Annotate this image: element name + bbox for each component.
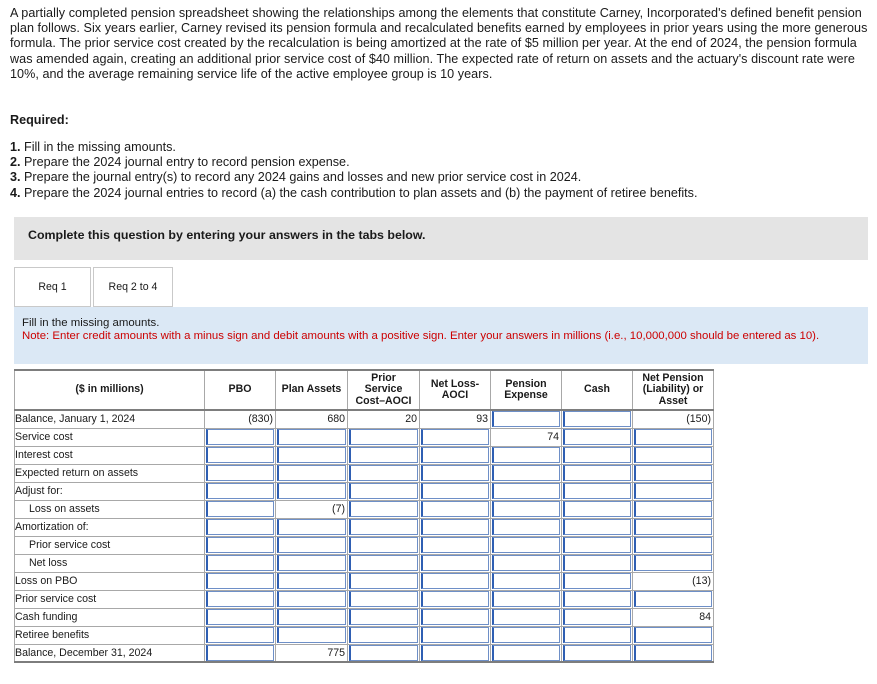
pbo-cell [205,464,276,482]
cash-cell [562,626,633,644]
requirement-number: 4. [10,185,21,200]
plan-assets-cell [276,554,348,572]
row-label: Retiree benefits [15,626,205,644]
prior-service-cost-cell [348,428,420,446]
amount-input[interactable] [421,537,489,553]
amount-input[interactable] [634,627,712,643]
net-pension-cell: (150) [633,410,714,428]
pension-expense-cell [491,590,562,608]
amount-input[interactable] [634,537,712,553]
amount-input[interactable] [206,609,274,625]
row-label: Balance, December 31, 2024 [15,644,205,662]
net-loss-cell [420,428,491,446]
cash-cell [562,644,633,662]
requirement-number: 2. [10,155,21,170]
cash-cell [562,590,633,608]
amount-input[interactable] [421,429,489,445]
amount-input[interactable] [563,483,631,499]
prior-service-cost-cell [348,446,420,464]
table-row [15,554,714,572]
amount-input[interactable] [206,591,274,607]
pbo-cell [205,590,276,608]
amount-input[interactable] [349,555,418,571]
table-row [15,536,714,554]
plan-assets-cell: 775 [276,644,348,662]
amount-input[interactable] [563,645,631,661]
prior-service-cost-cell [348,608,420,626]
row-label: Net loss [15,554,205,572]
amount-input[interactable] [277,447,346,463]
amount-input[interactable] [421,501,489,517]
row-label: Prior service cost [15,590,205,608]
net-loss-cell [420,500,491,518]
amount-input[interactable] [206,537,274,553]
plan-assets-cell [276,608,348,626]
cash-cell [562,554,633,572]
pbo-cell [205,536,276,554]
net-loss-cell [420,554,491,572]
amount-input[interactable] [492,609,560,625]
amount-input[interactable] [563,537,631,553]
requirement-text: Prepare the 2024 journal entries to record (a) the cash contribution to plan assets and (b) the payment of retiree benefits. [24,185,698,200]
prior-service-cost-cell [348,554,420,572]
net-pension-cell [633,482,714,500]
row-label: Prior service cost [15,536,205,554]
amount-input[interactable] [277,609,346,625]
pbo-cell [205,500,276,518]
cash-cell [562,410,633,428]
cash-cell [562,518,633,536]
net-pension-cell [633,536,714,554]
net-loss-cell [420,644,491,662]
plan-assets-cell [276,446,348,464]
header-net-loss: Net Loss- AOCI [420,370,491,410]
amount-input[interactable] [421,609,489,625]
amount-input[interactable] [206,519,274,535]
requirement-item [10,140,697,155]
amount-input[interactable] [634,447,712,463]
pension-expense-cell [491,410,562,428]
amount-input[interactable] [634,483,712,499]
amount-input[interactable] [349,483,418,499]
amount-input[interactable] [277,519,346,535]
pbo-cell [205,482,276,500]
table-row [15,572,714,590]
cash-cell [562,464,633,482]
amount-input[interactable] [349,627,418,643]
pension-expense-cell [491,644,562,662]
amount-input[interactable] [277,573,346,589]
cash-cell [562,536,633,554]
row-label: Amortization of: [15,518,205,536]
pbo-cell [205,572,276,590]
net-loss-cell [420,482,491,500]
amount-input[interactable] [277,483,346,499]
pension-expense-cell [491,482,562,500]
prior-service-cost-cell [348,626,420,644]
amount-input[interactable] [421,645,489,661]
amount-input[interactable] [563,411,631,427]
amount-input[interactable] [349,609,418,625]
table-row [15,500,714,518]
instructions-heading: Fill in the missing amounts. [22,317,160,329]
amount-input[interactable] [277,627,346,643]
requirements-list [10,140,697,201]
amount-input[interactable] [492,555,560,571]
prior-service-cost-cell [348,464,420,482]
prior-service-cost-cell [348,644,420,662]
amount-input[interactable] [206,465,274,481]
table-row [15,644,714,662]
plan-assets-cell [276,518,348,536]
amount-input[interactable] [563,627,631,643]
amount-input[interactable] [492,519,560,535]
amount-input[interactable] [492,573,560,589]
pension-expense-cell [491,518,562,536]
amount-input[interactable] [421,519,489,535]
pension-expense-cell [491,626,562,644]
pbo-cell [205,626,276,644]
amount-input[interactable] [563,519,631,535]
amount-input[interactable] [421,483,489,499]
problem-statement: A partially completed pension spreadsheet showing the relationships among the elements that constitute Carney, Incorporated's defined benefit pension plan follows. Six years earlier, Carney revised its pension formula and recalculated benefits earned by employees in prior years using the more generous formula. The prior service cost created by the recalculation is being amortized at the rate of $5 million per year. At the end of 2024, the pension formula was amended again, creating an additional prior service cost of $40 million. The expected rate of return on assets and the actuary's discount rate were 10%, and the average remaining service life of the active employee group is 10 years. [10,6,868,81]
amount-input[interactable] [349,591,418,607]
amount-input[interactable] [206,555,274,571]
amount-input[interactable] [277,555,346,571]
header-pension-expense: Pension Expense [491,370,562,410]
amount-input[interactable] [634,555,712,571]
amount-input[interactable] [563,465,631,481]
amount-input[interactable] [634,429,712,445]
amount-input[interactable] [563,501,631,517]
cash-cell [562,482,633,500]
instructions-note: Note: Enter credit amounts with a minus sign and debit amounts with a positive sign. Enter your answers in millions (i.e., 10,000,000 should be entered as 10). [22,330,820,343]
requirement-number: 1. [10,140,21,154]
amount-input[interactable] [206,627,274,643]
prior-service-cost-cell: 20 [348,410,420,428]
amount-input[interactable] [492,645,560,661]
net-loss-cell [420,536,491,554]
net-loss-cell [420,518,491,536]
tab-instructions [14,307,868,364]
prior-service-cost-cell [348,572,420,590]
net-loss-cell: 93 [420,410,491,428]
pbo-cell: (830) [205,410,276,428]
header-cash: Cash [562,370,633,410]
net-pension-cell: 84 [633,608,714,626]
amount-input[interactable] [277,465,346,481]
required-heading: Required: [10,113,69,127]
requirement-item [10,186,697,201]
table-row [15,518,714,536]
plan-assets-cell [276,428,348,446]
amount-input[interactable] [349,465,418,481]
amount-input[interactable] [206,483,274,499]
net-pension-cell [633,590,714,608]
pension-expense-cell [491,554,562,572]
amount-input[interactable] [492,627,560,643]
amount-input[interactable] [349,573,418,589]
amount-input[interactable] [492,537,560,553]
cash-cell [562,572,633,590]
net-pension-cell [633,500,714,518]
net-loss-cell [420,590,491,608]
amount-input[interactable] [421,627,489,643]
table-row [15,626,714,644]
net-pension-cell [633,626,714,644]
pension-expense-cell [491,608,562,626]
table-row [15,410,714,428]
prior-service-cost-cell [348,482,420,500]
amount-input[interactable] [349,645,418,661]
table-row [15,428,714,446]
prior-service-cost-cell [348,500,420,518]
pension-expense-cell [491,446,562,464]
cash-cell [562,428,633,446]
prior-service-cost-cell [348,536,420,554]
table-row [15,590,714,608]
pbo-cell [205,446,276,464]
prior-service-cost-cell [348,518,420,536]
plan-assets-cell [276,626,348,644]
amount-input[interactable] [492,483,560,499]
amount-input[interactable] [349,519,418,535]
plan-assets-cell [276,464,348,482]
requirement-number: 3. [10,170,21,185]
plan-assets-cell [276,590,348,608]
net-loss-cell [420,464,491,482]
tab-req-1[interactable]: Req 1 [14,267,91,307]
amount-input[interactable] [421,591,489,607]
header-prior-service-cost: Prior Service Cost–AOCI [348,370,420,410]
amount-input[interactable] [206,429,274,445]
header-pbo: PBO [205,370,276,410]
table-row [15,464,714,482]
amount-input[interactable] [421,555,489,571]
amount-input[interactable] [563,555,631,571]
row-label: Adjust for: [15,482,205,500]
table-row [15,482,714,500]
amount-input[interactable] [349,501,418,517]
row-label: Cash funding [15,608,205,626]
row-label: Balance, January 1, 2024 [15,410,205,428]
tab-req-2-to-4[interactable]: Req 2 to 4 [93,267,173,307]
net-pension-cell: (13) [633,572,714,590]
amount-input[interactable] [277,591,346,607]
amount-input[interactable] [634,501,712,517]
header-row [15,370,714,410]
table-row [15,446,714,464]
amount-input[interactable] [492,411,560,427]
amount-input[interactable] [563,591,631,607]
pbo-cell [205,644,276,662]
net-loss-cell [420,572,491,590]
tab-bar [14,267,175,307]
requirement-item [10,170,697,185]
amount-input[interactable] [563,573,631,589]
pbo-cell [205,608,276,626]
row-label: Expected return on assets [15,464,205,482]
amount-input[interactable] [277,429,346,445]
amount-input[interactable] [563,447,631,463]
amount-input[interactable] [349,537,418,553]
requirement-text: Prepare the journal entry(s) to record any 2024 gains and losses and new prior service cost in 2024. [24,170,582,185]
pension-expense-cell [491,500,562,518]
instructions-banner: Complete this question by entering your answers in the tabs below. [14,217,868,260]
plan-assets-cell: 680 [276,410,348,428]
row-label: Service cost [15,428,205,446]
amount-input[interactable] [206,501,274,517]
plan-assets-cell: (7) [276,500,348,518]
pension-spreadsheet [14,369,714,663]
amount-input[interactable] [206,645,274,661]
cash-cell [562,446,633,464]
pbo-cell [205,428,276,446]
amount-input[interactable] [634,465,712,481]
pension-expense-cell [491,572,562,590]
amount-input[interactable] [492,465,560,481]
amount-input[interactable] [206,573,274,589]
pension-expense-cell: 74 [491,428,562,446]
amount-input[interactable] [492,501,560,517]
plan-assets-cell [276,482,348,500]
amount-input[interactable] [206,447,274,463]
pension-expense-cell [491,536,562,554]
table-row [15,608,714,626]
net-pension-cell [633,644,714,662]
amount-input[interactable] [421,447,489,463]
net-loss-cell [420,626,491,644]
amount-input[interactable] [563,429,631,445]
header-net-pension: Net Pension (Liability) or Asset [633,370,714,410]
amount-input[interactable] [492,591,560,607]
net-pension-cell [633,518,714,536]
net-loss-cell [420,446,491,464]
net-loss-cell [420,608,491,626]
amount-input[interactable] [349,429,418,445]
pbo-cell [205,518,276,536]
amount-input[interactable] [421,573,489,589]
prior-service-cost-cell [348,590,420,608]
amount-input[interactable] [634,519,712,535]
net-pension-cell [633,464,714,482]
requirement-item [10,155,697,170]
plan-assets-cell [276,536,348,554]
header-plan-assets: Plan Assets [276,370,348,410]
header-label: ($ in millions) [15,370,205,410]
amount-input[interactable] [634,645,712,661]
pbo-cell [205,554,276,572]
requirement-text: Prepare the 2024 journal entry to record pension expense. [24,155,350,170]
requirement-text: Fill in the missing amounts. [24,140,176,154]
amount-input[interactable] [492,447,560,463]
plan-assets-cell [276,572,348,590]
cash-cell [562,608,633,626]
amount-input[interactable] [634,591,712,607]
amount-input[interactable] [277,537,346,553]
net-pension-cell [633,446,714,464]
amount-input[interactable] [349,447,418,463]
row-label: Loss on assets [15,500,205,518]
pension-expense-cell [491,464,562,482]
row-label: Interest cost [15,446,205,464]
amount-input[interactable] [421,465,489,481]
cash-cell [562,500,633,518]
net-pension-cell [633,428,714,446]
amount-input[interactable] [563,609,631,625]
row-label: Loss on PBO [15,572,205,590]
net-pension-cell [633,554,714,572]
